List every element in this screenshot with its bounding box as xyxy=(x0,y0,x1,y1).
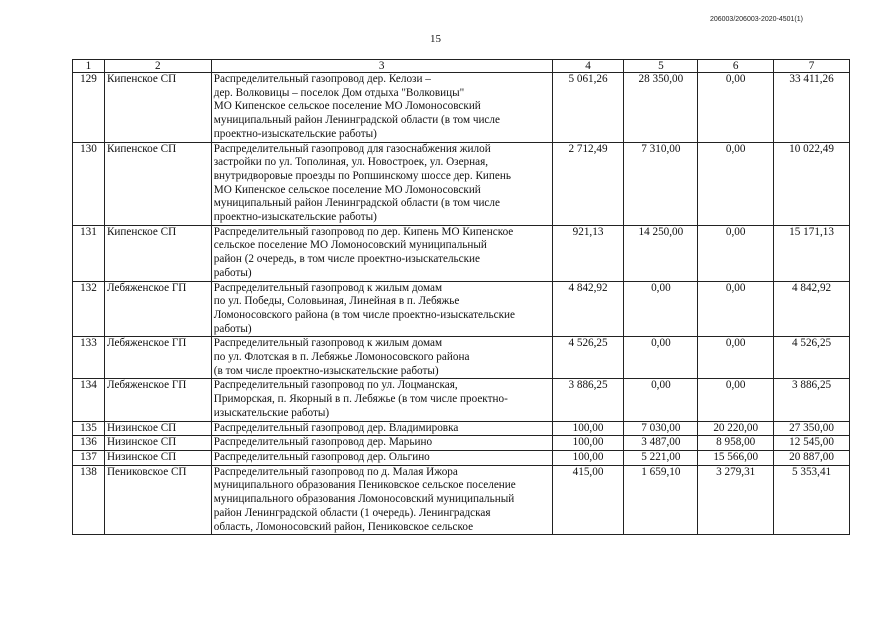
table-header-row xyxy=(73,60,850,73)
description-cell xyxy=(211,225,552,281)
value-cell-col7: 15 171,13 xyxy=(774,225,850,281)
value-cell-col6: 0,00 xyxy=(698,379,774,421)
description-line: муниципальный район Ленинградской области (в том числе xyxy=(213,114,500,127)
value-cell-col4: 921,13 xyxy=(552,225,624,281)
column-header: 7 xyxy=(774,60,850,73)
value-cell-col6: 3 279,31 xyxy=(698,465,774,535)
value-cell-col5: 1 659,10 xyxy=(624,465,698,535)
table-row xyxy=(73,436,850,451)
settlement-cell: Кипенское СП xyxy=(104,142,211,225)
description-line: работы) xyxy=(213,266,252,279)
column-header: 2 xyxy=(104,60,211,73)
description-line: застройки по ул. Тополиная, ул. Новостроек, ул. Озерная, xyxy=(213,156,489,169)
description-line: Распределительный газопровод дер. Владимировка xyxy=(213,421,459,434)
table-row xyxy=(73,73,850,143)
value-cell-col7: 27 350,00 xyxy=(774,421,850,436)
description-line: сельское поселение МО Ломоносовский муниципальный xyxy=(213,239,487,252)
description-line: Распределительный газопровод к жилым домам xyxy=(213,281,443,294)
value-cell-col6: 15 566,00 xyxy=(698,450,774,465)
settlement-cell: Низинское СП xyxy=(104,421,211,436)
description-line: Распределительный газопровод по дер. Кипень МО Кипенское xyxy=(213,225,514,238)
value-cell-col4: 3 886,25 xyxy=(552,379,624,421)
row-number-cell: 137 xyxy=(73,450,105,465)
value-cell-col5: 0,00 xyxy=(624,379,698,421)
description-line: Распределительный газопровод по д. Малая Ижора xyxy=(213,465,458,478)
description-line: работы) xyxy=(213,322,252,335)
value-cell-col7: 10 022,49 xyxy=(774,142,850,225)
description-line: МО Кипенское сельское поселение МО Ломоносовский xyxy=(213,100,481,113)
value-cell-col4: 100,00 xyxy=(552,450,624,465)
description-line: муниципальный район Ленинградской области (в том числе xyxy=(213,197,500,210)
settlement-cell: Низинское СП xyxy=(104,436,211,451)
description-line: Распределительный газопровод для газоснабжения жилой xyxy=(213,142,491,155)
value-cell-col6: 0,00 xyxy=(698,142,774,225)
description-cell xyxy=(211,281,552,337)
column-header: 1 xyxy=(73,60,105,73)
value-cell-col6: 0,00 xyxy=(698,281,774,337)
description-line: Распределительный газопровод к жилым домам xyxy=(213,337,443,350)
value-cell-col5: 7 310,00 xyxy=(624,142,698,225)
description-cell xyxy=(211,421,552,436)
value-cell-col6: 20 220,00 xyxy=(698,421,774,436)
value-cell-col7: 3 886,25 xyxy=(774,379,850,421)
column-header: 6 xyxy=(698,60,774,73)
row-number-cell: 133 xyxy=(73,337,105,379)
value-cell-col6: 0,00 xyxy=(698,337,774,379)
description-cell xyxy=(211,337,552,379)
description-cell xyxy=(211,73,552,143)
settlement-cell: Кипенское СП xyxy=(104,73,211,143)
settlement-cell: Кипенское СП xyxy=(104,225,211,281)
description-line: Распределительный газопровод дер. Келози – xyxy=(213,73,431,85)
row-number-cell: 129 xyxy=(73,73,105,143)
value-cell-col6: 0,00 xyxy=(698,73,774,143)
description-line: Распределительный газопровод дер. Марьино xyxy=(213,436,433,449)
row-number-cell: 136 xyxy=(73,436,105,451)
value-cell-col4: 2 712,49 xyxy=(552,142,624,225)
table-body xyxy=(73,73,850,535)
value-cell-col4: 4 842,92 xyxy=(552,281,624,337)
value-cell-col4: 4 526,25 xyxy=(552,337,624,379)
table-row xyxy=(73,225,850,281)
row-number-cell: 130 xyxy=(73,142,105,225)
value-cell-col6: 0,00 xyxy=(698,225,774,281)
row-number-cell: 135 xyxy=(73,421,105,436)
column-header: 3 xyxy=(211,60,552,73)
row-number-cell: 132 xyxy=(73,281,105,337)
value-cell-col4: 5 061,26 xyxy=(552,73,624,143)
description-line: проектно-изыскательские работы) xyxy=(213,211,377,224)
settlement-cell: Лебяженское ГП xyxy=(104,379,211,421)
column-header: 5 xyxy=(624,60,698,73)
description-line: Ломоносовского района (в том числе проектно-изыскательские xyxy=(213,308,515,321)
page-number: 15 xyxy=(430,33,441,45)
value-cell-col5: 3 487,00 xyxy=(624,436,698,451)
value-cell-col4: 100,00 xyxy=(552,436,624,451)
table-row xyxy=(73,142,850,225)
description-cell xyxy=(211,379,552,421)
value-cell-col5: 5 221,00 xyxy=(624,450,698,465)
value-cell-col5: 7 030,00 xyxy=(624,421,698,436)
value-cell-col7: 33 411,26 xyxy=(774,73,850,143)
value-cell-col5: 0,00 xyxy=(624,337,698,379)
settlement-cell: Лебяженское ГП xyxy=(104,337,211,379)
description-line: муниципального образования Пениковское сельское поселение xyxy=(213,479,516,492)
value-cell-col7: 5 353,41 xyxy=(774,465,850,535)
description-line: по ул. Флотская в п. Лебяжье Ломоносовского района xyxy=(213,351,470,364)
description-line: изыскательские работы) xyxy=(213,406,330,419)
value-cell-col5: 0,00 xyxy=(624,281,698,337)
settlement-cell: Лебяженское ГП xyxy=(104,281,211,337)
description-line: МО Кипенское сельское поселение МО Ломоносовский xyxy=(213,183,481,196)
description-line: дер. Волковицы – поселок Дом отдыха "Волковицы" xyxy=(213,86,465,99)
table-row xyxy=(73,379,850,421)
row-number-cell: 138 xyxy=(73,465,105,535)
settlement-cell: Пениковское СП xyxy=(104,465,211,535)
description-line: район (2 очередь, в том числе проектно-изыскательские xyxy=(213,253,480,266)
value-cell-col4: 100,00 xyxy=(552,421,624,436)
value-cell-col7: 4 526,25 xyxy=(774,337,850,379)
value-cell-col7: 4 842,92 xyxy=(774,281,850,337)
description-line: муниципального образования Ломоносовский муниципальный xyxy=(213,493,515,506)
description-cell xyxy=(211,436,552,451)
description-cell xyxy=(211,465,552,535)
description-line: Распределительный газопровод по ул. Лоцманская, xyxy=(213,379,458,392)
value-cell-col5: 28 350,00 xyxy=(624,73,698,143)
description-line: район Ленинградской области (1 очередь). Ленинградская xyxy=(213,506,491,519)
description-line: по ул. Победы, Соловьиная, Линейная в п. Лебяжье xyxy=(213,295,460,308)
table-row xyxy=(73,450,850,465)
table-row xyxy=(73,465,850,535)
value-cell-col6: 8 958,00 xyxy=(698,436,774,451)
description-line: Распределительный газопровод дер. Ольгино xyxy=(213,450,430,463)
settlement-cell: Низинское СП xyxy=(104,450,211,465)
description-line: внутридворовые проезды по Ропшинскому шоссе дер. Кипень xyxy=(213,169,511,182)
description-cell xyxy=(211,142,552,225)
value-cell-col4: 415,00 xyxy=(552,465,624,535)
description-line: проектно-изыскательские работы) xyxy=(213,127,377,140)
table-row xyxy=(73,337,850,379)
column-header: 4 xyxy=(552,60,624,73)
row-number-cell: 131 xyxy=(73,225,105,281)
description-cell xyxy=(211,450,552,465)
value-cell-col7: 12 545,00 xyxy=(774,436,850,451)
value-cell-col5: 14 250,00 xyxy=(624,225,698,281)
description-line: область, Ломоносовский район, Пениковское сельское xyxy=(213,520,474,533)
description-line: Приморская, п. Якорный в п. Лебяжье (в том числе проектно- xyxy=(213,393,508,406)
value-cell-col7: 20 887,00 xyxy=(774,450,850,465)
document-code: 206003/206003-2020-4501(1) xyxy=(709,16,803,23)
table-row xyxy=(73,421,850,436)
table-row xyxy=(73,281,850,337)
gas-pipeline-table xyxy=(72,59,850,535)
row-number-cell: 134 xyxy=(73,379,105,421)
description-line: (в том числе проектно-изыскательские работы) xyxy=(213,364,439,377)
